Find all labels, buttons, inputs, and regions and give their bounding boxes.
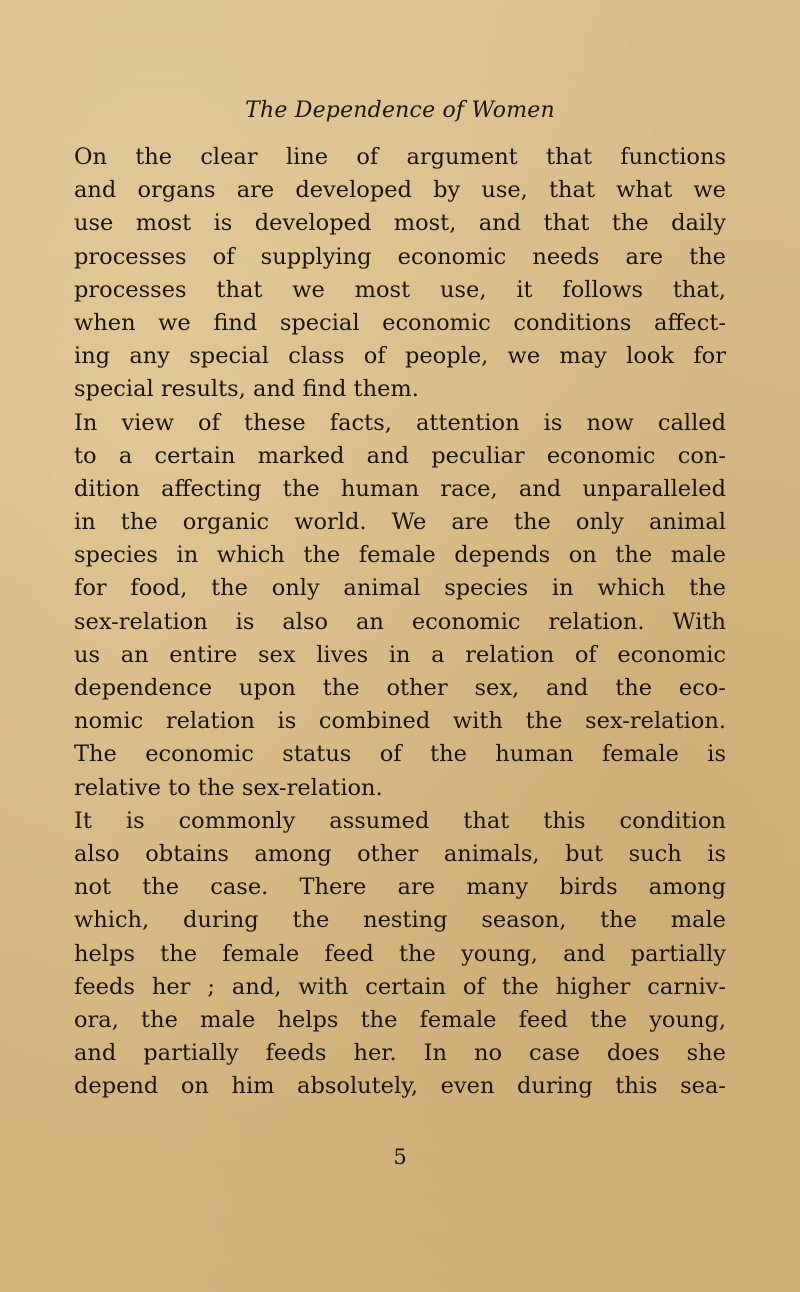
text-line: special results, and find them. xyxy=(74,376,419,403)
body-text xyxy=(74,141,726,1103)
text-line: dition affecting the human race, and unparalleled xyxy=(74,475,726,502)
text-line: ing any special class of people, we may look for xyxy=(74,343,726,370)
text-line: feeds her ; and, with certain of the higher carniv- xyxy=(74,973,726,1000)
text-line: which, during the nesting season, the male xyxy=(74,907,726,934)
text-line: depend on him absolutely, even during this sea- xyxy=(74,1073,726,1100)
text-line: processes that we most use, it follows that, xyxy=(74,276,726,303)
text-line: The economic status of the human female is xyxy=(74,741,726,768)
text-line: sex-relation is also an economic relation. With xyxy=(74,608,726,635)
text-line: and organs are developed by use, that what we xyxy=(74,177,726,204)
text-line: for food, the only animal species in which the xyxy=(74,575,726,602)
text-line: In view of these facts, attention is now called xyxy=(74,409,726,436)
text-line: ora, the male helps the female feed the young, xyxy=(74,1006,726,1033)
text-line: when we find special economic conditions affect- xyxy=(74,309,726,336)
page-number: 5 xyxy=(393,1145,407,1169)
text-line: dependence upon the other sex, and the eco- xyxy=(74,675,726,701)
text-line: and partially feeds her. In no case does she xyxy=(74,1040,726,1067)
text-line: also obtains among other animals, but such is xyxy=(74,840,726,867)
text-line: us an entire sex lives in a relation of economic xyxy=(74,641,726,668)
text-line: helps the female feed the young, and partially xyxy=(74,940,726,967)
text-line: species in which the female depends on the male xyxy=(74,542,726,569)
running-head: The Dependence of Women xyxy=(245,98,555,123)
text-line: to a certain marked and peculiar economic con- xyxy=(74,442,726,469)
text-line: nomic relation is combined with the sex-relation. xyxy=(74,708,726,735)
text-line: It is commonly assumed that this condition xyxy=(74,807,726,834)
text-line: use most is developed most, and that the daily xyxy=(74,210,726,237)
text-line: in the organic world. We are the only animal xyxy=(74,509,726,536)
text-line: relative to the sex-relation. xyxy=(74,774,383,801)
text-line: On the clear line of argument that functions xyxy=(74,144,726,170)
text-line: processes of supplying economic needs are the xyxy=(74,243,726,270)
text-line: not the case. There are many birds among xyxy=(74,874,726,901)
